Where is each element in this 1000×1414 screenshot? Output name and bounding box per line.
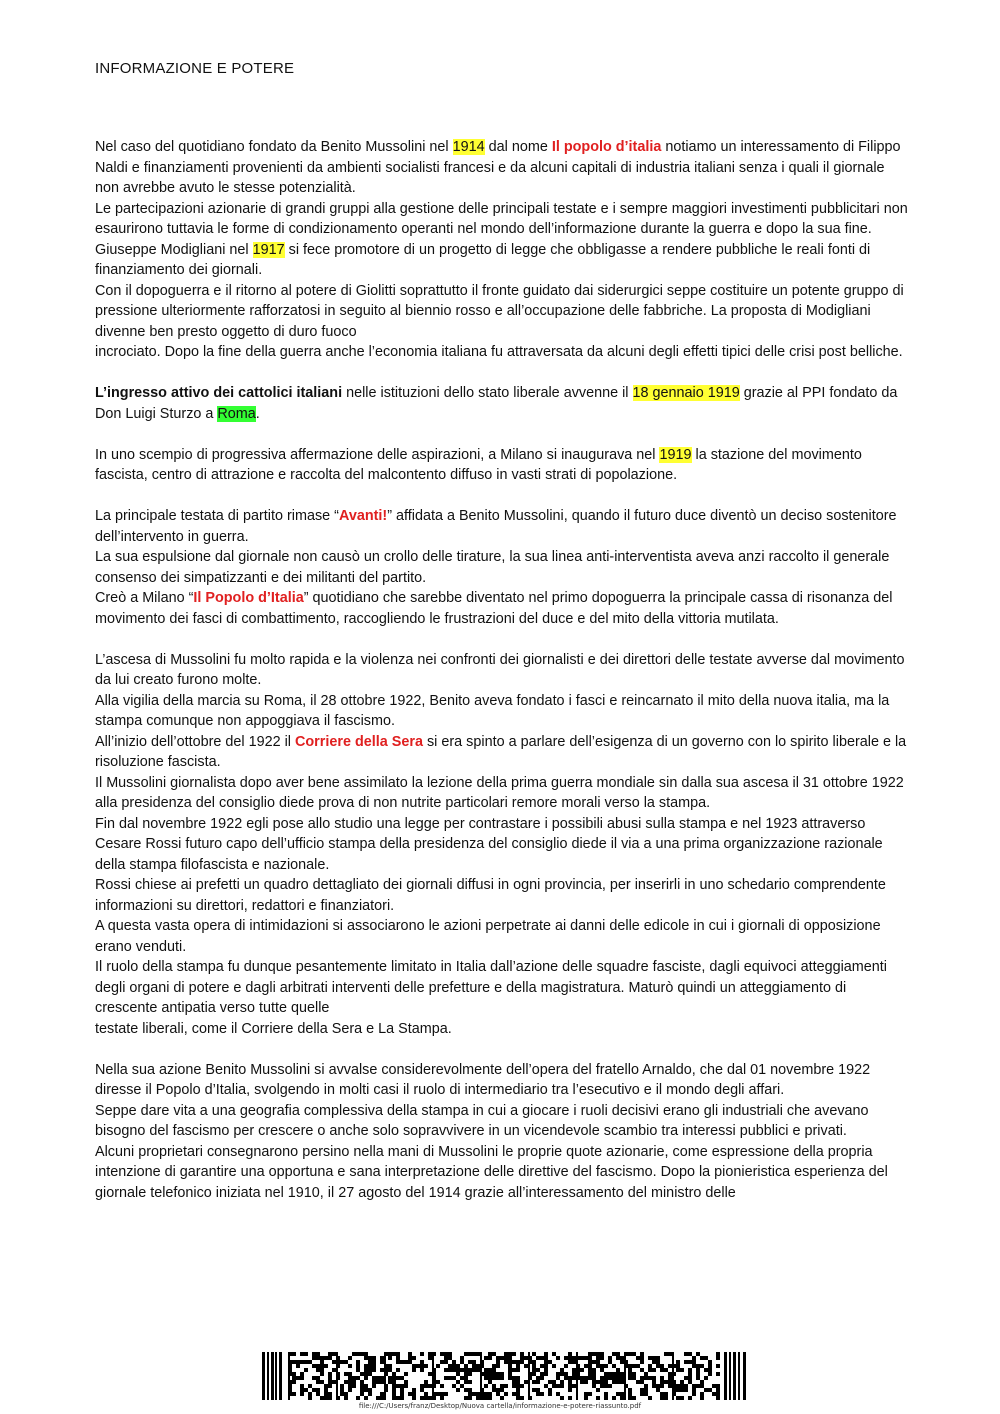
text: si fece promotore di un progetto di legge che obbligasse a rendere pubbliche le reali fonti di finanziamento dei giornali. xyxy=(95,241,871,278)
text: Giuseppe Modigliani nel xyxy=(95,241,253,258)
text: si era spinto a parlare dell’esigenza di un governo con lo spirito liberale e la risoluzione fascista. xyxy=(95,733,907,770)
paragraph xyxy=(95,383,910,424)
highlighted-year: 1917 xyxy=(252,241,285,258)
newspaper-name: Corriere della Sera xyxy=(295,733,423,750)
paragraph: Nella sua azione Benito Mussolini si avvalse considerevolmente dell’opera del fratello Arnaldo, che dal 01 novembre 1922 diresse il Popolo d’Italia, svolgendo in molti casi il ruolo di intermediario tra l’esecutivo e il mondo degli affari. xyxy=(95,1061,871,1098)
page-title: INFORMAZIONE E POTERE xyxy=(95,60,295,77)
paragraph: Le partecipazioni azionarie di grandi gruppi alla gestione delle principali testate e i sempre maggiori investimenti pubblicitari non esaurirono tuttavia le forme di condizionamento operanti nel mondo dell’informazione durante la guerra e dopo la sua fine. xyxy=(95,200,908,237)
paragraph xyxy=(95,240,910,281)
paragraph xyxy=(95,445,910,486)
paragraph: Rossi chiese ai prefetti un quadro dettagliato dei giornali diffusi in ogni provincia, per inserirli in uno schedario comprendente informazioni su direttori, redattori e finanziatori. xyxy=(95,877,886,914)
highlighted-city: Roma xyxy=(217,405,256,422)
highlighted-date: 18 gennaio 1919 xyxy=(632,385,740,401)
paragraph: Seppe dare vita a una geografia complessiva della stampa in cui a giocare i ruoli decisivi erano gli industriali che avevano bisogno del fascismo per crescere o anche solo sopravvivere in un vicendevole scambio tra interessi pubblici e privati. xyxy=(95,1102,869,1139)
paragraph: Con il dopoguerra e il ritorno al potere di Giolitti soprattutto il fronte guidato dai siderurgici seppe costituire un potente gruppo di pressione ulteriormente rafforzatosi in seguito al biennio rosso e all’occupazione delle fabbriche. La proposta di Modigliani divenne ben presto oggetto di duro fuoco xyxy=(95,282,904,340)
text: grazie al PPI fondato da Don Luigi Sturzo a xyxy=(95,385,898,422)
paragraph: A questa vasta opera di intimidazioni si associarono le azioni perpetrate ai danni delle edicole in cui i giornali di opposizione erano venduti. xyxy=(95,918,881,955)
text: nelle istituzioni dello stato liberale avvenne il xyxy=(342,385,633,401)
text: All’inizio dell’ottobre del 1922 il xyxy=(95,733,295,750)
paragraph: incrociato. Dopo la fine della guerra anche l’economia italiana fu attraversata da alcuni degli effetti tipici delle crisi post belliche. xyxy=(95,344,903,360)
paragraph: L’ascesa di Mussolini fu molto rapida e la violenza nei confronti dei giornalisti e dei direttori delle testate avverse dal movimento da lui creato furono molte. xyxy=(95,651,905,688)
text: . xyxy=(255,405,260,422)
text: dal nome xyxy=(484,139,552,155)
text: notiamo un interessamento di Filippo Naldi e finanziamenti provenienti da ambienti socialisti francesi e da alcuni capitali di industria italiani senza i quali il giornale non avrebbe avuto le stesse potenzialità. xyxy=(95,139,901,196)
paragraph xyxy=(95,506,910,547)
text: La principale testata di partito rimase “ xyxy=(95,508,339,524)
paragraph: testate liberali, come il Corriere della Sera e La Stampa. xyxy=(95,1020,452,1037)
highlighted-year: 1914 xyxy=(452,139,485,155)
paragraph: Il Mussolini giornalista dopo aver bene assimilato la lezione della prima guerra mondiale sin dalla sua ascesa il 31 ottobre 1922 alla presidenza del consiglio diede prova di non nutrite particolari remore morali verso la stampa. xyxy=(95,774,904,811)
newspaper-name: Il popolo d’italia xyxy=(551,139,662,155)
barcode-image xyxy=(262,1352,748,1400)
paragraph: Alla vigilia della marcia su Roma, il 28 ottobre 1922, Benito aveva fondato i fasci e reincarnato il mito della nuova italia, ma la stampa comunque non appoggiava il fascismo. xyxy=(95,692,890,729)
text: Nel caso del quotidiano fondato da Benito Mussolini nel xyxy=(95,139,453,155)
text: In uno scempio di progressiva affermazione delle aspirazioni, a Milano si inaugurava nel xyxy=(95,446,660,463)
text: ” affidata a Benito Mussolini, quando il futuro duce diventò un deciso sostenitore dell’intervento in guerra. xyxy=(95,508,897,545)
paragraph: La sua espulsione dal giornale non causò un crollo delle tirature, la sua linea anti-interventista aveva anzi raccolto il generale consenso dei simpatizzanti e dei militanti del partito. xyxy=(95,549,890,586)
bold-heading-text: L’ingresso attivo dei cattolici italiani xyxy=(95,385,343,401)
paragraph xyxy=(95,588,910,629)
paragraph xyxy=(95,732,910,773)
text: Creò a Milano “ xyxy=(95,590,194,606)
text: ” quotidiano che sarebbe diventato nel primo dopoguerra la principale cassa di risonanza del movimento dei fasci di combattimento, raccogliendo le frustrazioni del duce e del mito della vittoria mutilata. xyxy=(95,590,893,627)
document-body xyxy=(95,60,910,1203)
paragraph xyxy=(95,137,910,199)
highlighted-year: 1919 xyxy=(659,446,692,463)
paragraph: Fin dal novembre 1922 egli pose allo studio una legge per contrastare i possibili abusi sulla stampa e nel 1923 attraverso Cesare Rossi futuro capo dell’ufficio stampa della presidenza del consiglio diede il via a una prima organizzazione razionale della stampa filofascista e nazionale. xyxy=(95,815,883,873)
newspaper-name: Il Popolo d’Italia xyxy=(193,590,304,606)
newspaper-name: Avanti! xyxy=(338,508,388,524)
paragraph: Alcuni proprietari consegnarono persino nella mani di Mussolini le proprie quote azionarie, come espressione della propria intenzione di garantire una opportuna e sana interpretazione delle direttive del fascismo. Dopo la pionieristica esperienza del giornale telefonico iniziata nel 1910, il 27 agosto del 1914 grazie all’interessamento del ministro delle xyxy=(95,1143,888,1201)
text: la stazione del movimento fascista, centro di attrazione e raccolta del malcontento diffuso in vasti strati di popolazione. xyxy=(95,446,862,483)
file-path-footer: file:///C:/Users/franz/Desktop/Nuova cartella/informazione-e-potere-riassunto.pdf xyxy=(358,1402,642,1410)
paragraph: Il ruolo della stampa fu dunque pesantemente limitato in Italia dall’azione delle squadre fasciste, dagli equivoci atteggiamenti degli organi di potere e dagli arbitrati interventi delle prefetture e della magistratura. Maturò quindi un atteggiamento di crescente antipatia verso tutte quelle xyxy=(95,959,887,1016)
